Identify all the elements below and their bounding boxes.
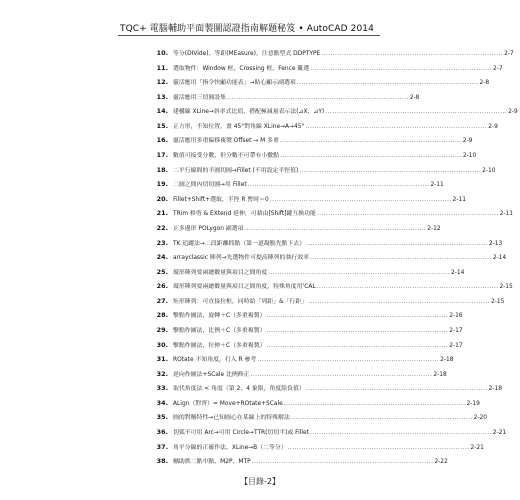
page-number: 【目錄-2】 bbox=[240, 477, 280, 486]
toc-entry-page: 2-22 bbox=[434, 459, 448, 466]
toc-leader-dots: ................................................................................ bbox=[306, 240, 488, 247]
toc-entry-number: 18. bbox=[156, 165, 168, 174]
toc-entry bbox=[150, 238, 503, 253]
toc-entry-page: 2-18 bbox=[433, 371, 447, 378]
toc-entry-page: 2-12 bbox=[427, 225, 441, 232]
toc-entry-number: 10. bbox=[156, 49, 168, 57]
toc-entry bbox=[150, 63, 503, 78]
toc-entry-page: 2-8 bbox=[409, 94, 420, 101]
toc-entry bbox=[150, 92, 420, 107]
toc-entry bbox=[150, 194, 466, 209]
header-rule bbox=[118, 35, 380, 36]
toc-leader-dots: ................................................................................ bbox=[269, 196, 452, 203]
toc-entry-number: 34. bbox=[156, 398, 168, 407]
toc-entry bbox=[150, 369, 447, 384]
toc-entry bbox=[150, 267, 465, 282]
toc-entry-number: 20. bbox=[156, 194, 168, 203]
toc-entry-number: 16. bbox=[156, 136, 168, 145]
toc-entry-page: 2-13 bbox=[488, 240, 503, 247]
toc-entry bbox=[150, 325, 463, 340]
toc-entry bbox=[150, 106, 518, 121]
toc-entry-title: TRim 修剪 & EXtend 延伸，可藉由[Shift]鍵互換功能 bbox=[173, 211, 316, 218]
toc-entry-title: arrayclassic 陣列→先選物件可提高陣列的執行效率 bbox=[173, 255, 310, 262]
toc-leader-dots: ................................................................................ bbox=[310, 255, 492, 262]
table-of-contents bbox=[150, 48, 518, 471]
toc-entry-number: 13. bbox=[156, 92, 168, 101]
toc-entry-title: 二平行線間的半圓切圓→Fillet (不用設定半徑值) bbox=[173, 167, 299, 174]
toc-leader-dots: ................................................................................ bbox=[296, 80, 479, 87]
toc-entry-number: 29. bbox=[156, 325, 168, 334]
toc-entry-page: 2-14 bbox=[451, 269, 465, 276]
toc-entry-title: 靈活應用三切圓設集 bbox=[173, 94, 227, 101]
toc-leader-dots: ................................................................................ bbox=[316, 211, 499, 218]
toc-entry-title: 輔助抓二點中點，M2P、MTP bbox=[173, 459, 251, 466]
toc-entry-page: 2-10 bbox=[482, 167, 496, 174]
toc-entry-title: 擊點作圖法，比例＋C（多重複製） bbox=[173, 327, 266, 334]
toc-leader-dots: ................................................................................ bbox=[227, 94, 409, 101]
toc-entry bbox=[150, 354, 454, 369]
toc-leader-dots: ................................................................................ bbox=[287, 444, 470, 451]
toc-entry-number: 26. bbox=[156, 282, 168, 291]
toc-leader-dots: ................................................................................ bbox=[279, 138, 462, 145]
toc-entry bbox=[150, 456, 448, 471]
toc-entry bbox=[150, 398, 480, 413]
toc-entry-page: 2-17 bbox=[449, 327, 463, 334]
toc-entry-number: 28. bbox=[156, 311, 168, 320]
toc-leader-dots: ................................................................................ bbox=[251, 459, 434, 466]
toc-entry-title: 擊點作圖法，旋轉＋C（多重複製） bbox=[173, 313, 266, 320]
toc-entry bbox=[150, 340, 463, 355]
toc-entry-page: 2-14 bbox=[492, 255, 507, 262]
toc-entry-title: 建構線 XLine→斜率式比值，搭配極減量表示法(⊿X，⊿Y) bbox=[173, 109, 325, 116]
toc-leader-dots: ................................................................................ bbox=[316, 284, 499, 291]
toc-entry-title: 靈活應用多重偏移複製 Offset → M 多重 bbox=[173, 138, 279, 145]
toc-entry-number: 30. bbox=[156, 340, 168, 349]
toc-entry bbox=[150, 310, 463, 325]
toc-entry bbox=[150, 179, 444, 194]
toc-entry-number: 12. bbox=[156, 78, 168, 87]
toc-entry bbox=[150, 296, 505, 311]
toc-entry-number: 38. bbox=[156, 457, 168, 466]
toc-entry-number: 31. bbox=[156, 355, 168, 364]
toc-entry-title: 圓的對稱特性→已知圓心在某線上的特殊解法 bbox=[173, 415, 290, 422]
toc-entry-number: 37. bbox=[156, 442, 168, 451]
toc-entry-title: 靈活應用「指令快顯功能表」→貼心顯示副選項 bbox=[173, 80, 296, 87]
toc-entry bbox=[150, 383, 503, 398]
toc-entry-number: 15. bbox=[156, 121, 168, 130]
toc-entry-page: 2-21 bbox=[492, 430, 507, 437]
toc-leader-dots: ................................................................................ bbox=[280, 153, 462, 160]
toc-entry-title: 等分(DIVide)、等距(MEasure)，注意點型式 DDPTYPE bbox=[173, 51, 321, 57]
toc-entry-number: 19. bbox=[156, 180, 168, 189]
toc-leader-dots: ................................................................................ bbox=[266, 342, 449, 349]
toc-entry-title: TK 追蹤法→二段距離抓點（第一道凝點先點下去） bbox=[173, 240, 306, 247]
toc-entry bbox=[150, 121, 498, 136]
toc-entry-title: ALign（對齊）= Move+ROtate+SCale bbox=[173, 400, 283, 407]
toc-entry-title: 數值可接受分數，但分數不可帶有小數點 bbox=[173, 153, 280, 160]
toc-entry-number: 33. bbox=[156, 384, 168, 393]
toc-entry bbox=[150, 412, 488, 427]
toc-leader-dots: ................................................................................ bbox=[299, 167, 482, 174]
toc-entry-title: 正方形，不知位置，畫 45°對角線 XLine→A→45° bbox=[173, 123, 305, 130]
toc-entry-title: 矩形陣列：可直接拉框，同時給「列距」&「行距」 bbox=[173, 298, 308, 305]
toc-entry-number: 23. bbox=[156, 238, 168, 247]
toc-entry-page: 2-18 bbox=[488, 386, 503, 393]
toc-entry-page: 2-18 bbox=[440, 357, 454, 364]
toc-entry-number: 24. bbox=[156, 253, 168, 262]
toc-entry-title: 切弧不可用 Arc→可用 Circle→TTR(切切半)或 Fillet bbox=[173, 430, 309, 437]
toc-entry-page: 2-8 bbox=[479, 80, 490, 87]
toc-leader-dots: ................................................................................ bbox=[309, 430, 492, 437]
toc-entry-page: 2-9 bbox=[508, 109, 518, 116]
toc-entry bbox=[150, 135, 473, 150]
toc-entry-page: 2-11 bbox=[452, 196, 466, 203]
toc-entry-title: 環形陣列要兩總數量與項目之間角度 bbox=[173, 269, 268, 276]
toc-entry-page: 2-11 bbox=[499, 211, 514, 218]
toc-entry-number: 36. bbox=[156, 428, 168, 437]
toc-entry bbox=[150, 442, 484, 457]
toc-entry-page: 2-15 bbox=[499, 284, 513, 291]
toc-entry-title: 擊點作圖法，拉伸＋C（多重複製） bbox=[173, 342, 266, 349]
toc-entry-page: 2-7 bbox=[504, 51, 514, 57]
toc-leader-dots: ................................................................................ bbox=[325, 109, 508, 116]
toc-entry-number: 21. bbox=[156, 209, 168, 218]
toc-entry-number: 25. bbox=[156, 267, 168, 276]
toc-entry-page: 2-16 bbox=[449, 313, 463, 320]
toc-leader-dots: ................................................................................ bbox=[305, 123, 488, 130]
toc-entry-number: 17. bbox=[156, 151, 168, 160]
toc-leader-dots: ................................................................................ bbox=[305, 386, 488, 393]
toc-entry-title: 選取物件：Window 框、Crossing 框、Fence 籬選 bbox=[173, 65, 310, 72]
toc-entry-page: 2-19 bbox=[466, 400, 480, 407]
toc-entry-number: 32. bbox=[156, 369, 168, 378]
toc-entry bbox=[150, 223, 441, 238]
toc-entry-number: 22. bbox=[156, 223, 168, 232]
toc-entry-page: 2-10 bbox=[462, 153, 477, 160]
toc-entry bbox=[150, 252, 507, 267]
toc-leader-dots: ................................................................................ bbox=[290, 415, 473, 422]
toc-entry-page: 2-11 bbox=[430, 182, 444, 189]
toc-entry-title: 環形陣列要兩總數量與項目之間角度，特殊角度用'CAL bbox=[173, 284, 316, 291]
toc-entry bbox=[150, 77, 490, 92]
toc-leader-dots: ................................................................................ bbox=[266, 327, 449, 334]
toc-entry-page: 2-9 bbox=[462, 138, 473, 145]
toc-leader-dots: ................................................................................ bbox=[283, 400, 466, 407]
toc-leader-dots: ................................................................................ bbox=[310, 65, 492, 72]
toc-leader-dots: ................................................................................ bbox=[321, 51, 504, 57]
toc-entry-number: 14. bbox=[156, 107, 168, 116]
toc-entry-title: 正多邊形 POLygon 副選項 bbox=[173, 225, 244, 232]
running-header: TQC+ 電腦輔助平面製圖認證指南解題秘笈 • AutoCAD 2014 bbox=[120, 24, 374, 34]
toc-entry-page: 2-7 bbox=[492, 65, 503, 72]
toc-entry-title: 取代角度法 < 角度（第 2、4 象限，角度給負值） bbox=[173, 386, 305, 393]
toc-leader-dots: ................................................................................ bbox=[266, 313, 449, 320]
toc-entry-page: 2-21 bbox=[470, 444, 484, 451]
toc-leader-dots: ................................................................................ bbox=[247, 182, 430, 189]
toc-leader-dots: ................................................................................ bbox=[250, 371, 433, 378]
toc-entry bbox=[150, 165, 496, 180]
toc-entry-title: 逆向作圖法+SCale 比例修正 bbox=[173, 371, 250, 378]
toc-entry-title: Fillet+Shift+選取，半徑 R 暫時＝0 bbox=[173, 196, 269, 203]
toc-entry bbox=[150, 281, 513, 296]
toc-entry-page: 2-20 bbox=[473, 415, 488, 422]
toc-leader-dots: ................................................................................ bbox=[268, 269, 451, 276]
toc-entry-title: 角平分線的正確作法，XLine→B（二等分） bbox=[173, 444, 287, 451]
toc-entry-title: 二圓之間內切切圓→用 Fillet bbox=[173, 182, 247, 189]
toc-leader-dots: ................................................................................ bbox=[244, 225, 427, 232]
toc-entry-number: 27. bbox=[156, 296, 168, 305]
toc-entry bbox=[150, 427, 507, 442]
toc-entry-page: 2-9 bbox=[488, 123, 498, 130]
toc-entry bbox=[150, 48, 514, 63]
toc-entry-page: 2-15 bbox=[490, 298, 505, 305]
toc-leader-dots: ................................................................................ bbox=[257, 357, 440, 364]
toc-entry-number: 11. bbox=[156, 63, 168, 72]
toc-leader-dots: ................................................................................ bbox=[308, 298, 490, 305]
toc-entry bbox=[150, 208, 514, 223]
toc-entry-number: 35. bbox=[156, 413, 168, 422]
toc-entry-page: 2-17 bbox=[449, 342, 463, 349]
toc-entry bbox=[150, 150, 477, 165]
toc-entry-title: ROtate 不知角度，打入 R 參考 bbox=[173, 357, 257, 364]
